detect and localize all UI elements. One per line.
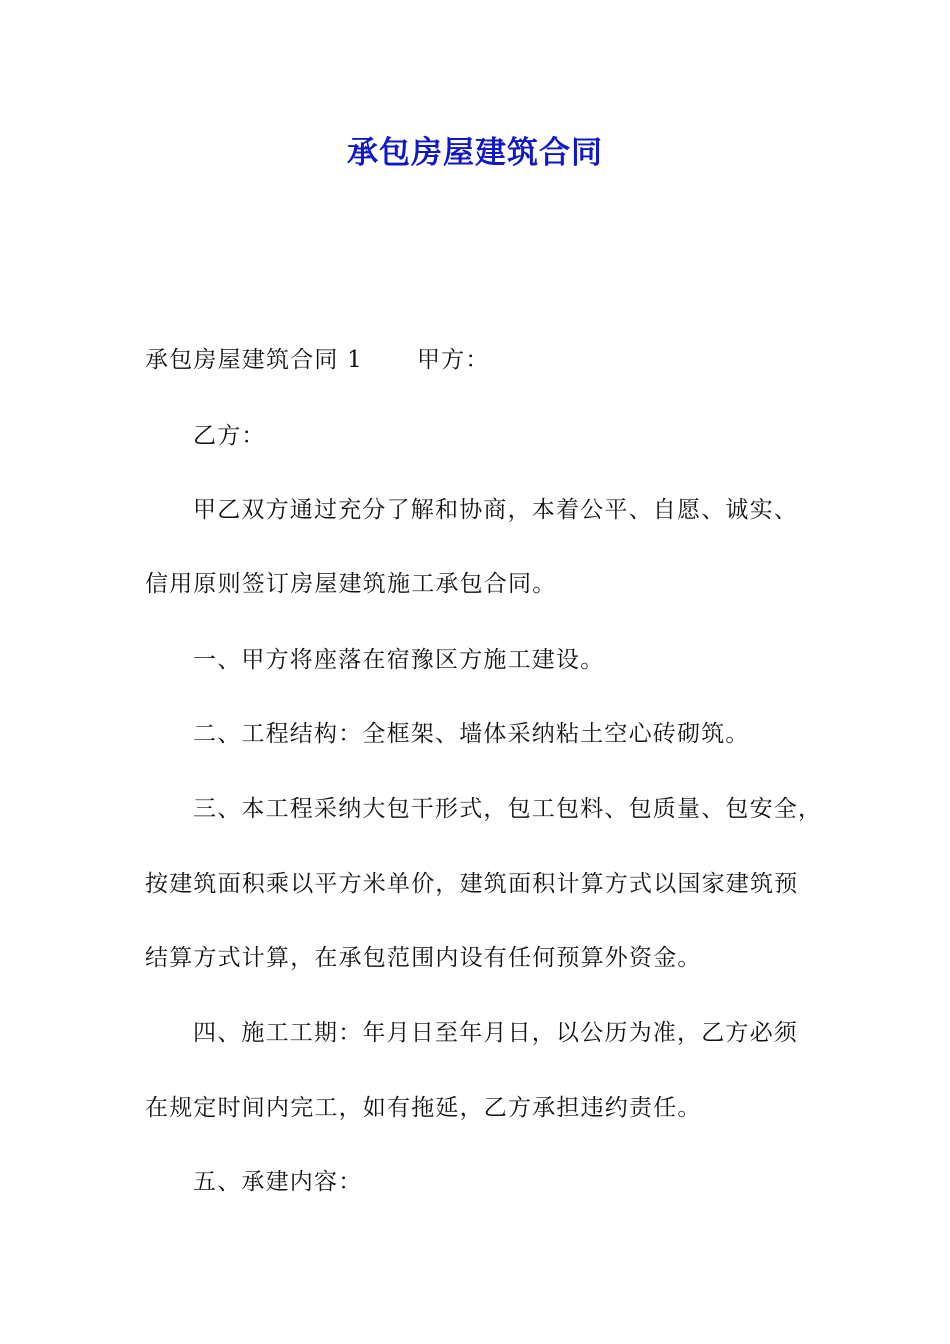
document-title: 承包房屋建筑合同 (347, 135, 603, 171)
party-b-label: 乙方： (193, 423, 266, 449)
clause-4: 四、施工工期：年月日至年月日，以公历为准，乙方必须 (193, 1020, 798, 1046)
paragraph-line: 信用原则签订房屋建筑施工承包合同。 (145, 571, 557, 597)
paragraph-line: 结算方式计算，在承包范围内设有任何预算外资金。 (145, 945, 702, 971)
clause-2: 二、工程结构：全框架、墙体采纳粘土空心砖砌筑。 (193, 721, 750, 747)
party-a-label: 甲方： (416, 347, 490, 373)
clause-1: 一、甲方将座落在宿豫区方施工建设。 (193, 647, 605, 673)
contract-heading-line (145, 343, 825, 377)
clause-3: 三、本工程采纳大包干形式，包工包料、包质量、包安全， (193, 796, 823, 822)
paragraph-line: 按建筑面积乘以平方米单价，建筑面积计算方式以国家建筑预 (145, 871, 799, 897)
clause-5: 五、承建内容： (193, 1169, 363, 1195)
contract-number-label: 承包房屋建筑合同 1 (145, 347, 363, 373)
paragraph-line: 在规定时间内完工，如有拖延，乙方承担违约责任。 (145, 1095, 702, 1121)
paragraph-line: 甲乙双方通过充分了解和协商，本着公平、自愿、诚实、 (193, 497, 798, 523)
